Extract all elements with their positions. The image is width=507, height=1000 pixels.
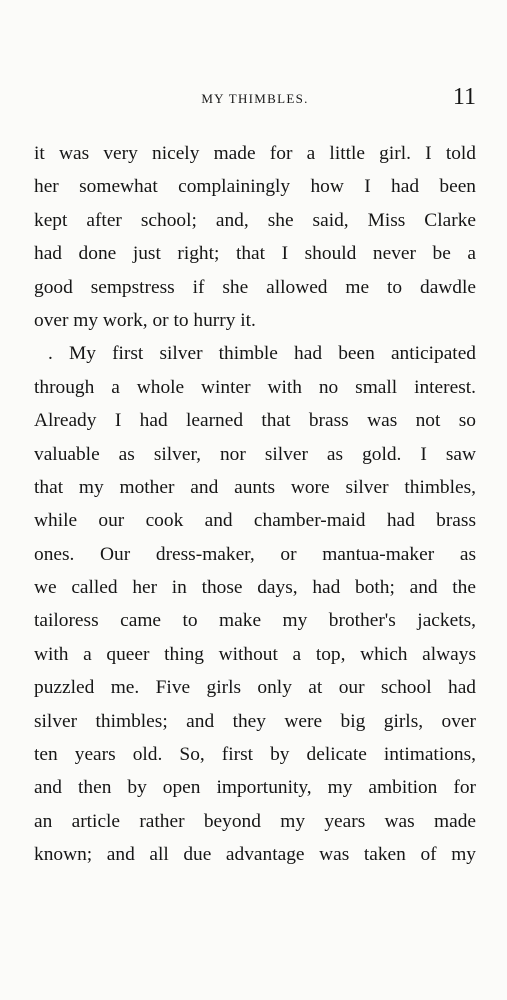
text-line: with a queer thing without a top, which always bbox=[34, 643, 476, 665]
text-line: kept after school; and, she said, Miss Clarke bbox=[34, 209, 476, 231]
text-line: . My first silver thimble had been anticipated bbox=[48, 343, 476, 365]
text-line: silver thimbles; and they were big girls, over bbox=[34, 710, 476, 732]
text-line: over my work, or to hurry it. bbox=[34, 309, 256, 331]
text-line: good sempstress if she allowed me to dawdle bbox=[34, 276, 476, 298]
text-line: through a whole winter with no small interest. bbox=[34, 376, 476, 398]
text-line: ones. Our dress-maker, or mantua-maker as bbox=[34, 543, 476, 565]
page-number: 11 bbox=[452, 84, 476, 110]
body-text bbox=[34, 137, 476, 872]
text-line: had done just right; that I should never be a bbox=[34, 243, 476, 265]
text-line: her somewhat complainingly how I had been bbox=[34, 176, 476, 198]
running-header bbox=[34, 83, 476, 113]
text-line: while our cook and chamber-maid had brass bbox=[34, 510, 476, 532]
text-line: ten years old. So, first by delicate intimations, bbox=[34, 744, 476, 766]
text-line: puzzled me. Five girls only at our school had bbox=[34, 677, 476, 699]
text-line: known; and all due advantage was taken of my bbox=[34, 844, 476, 866]
text-line: it was very nicely made for a little girl. I told bbox=[34, 143, 476, 164]
running-title: MY THIMBLES. bbox=[201, 91, 309, 106]
text-line: an article rather beyond my years was made bbox=[34, 810, 476, 832]
text-line: and then by open importunity, my ambition for bbox=[34, 777, 476, 799]
text-line: valuable as silver, nor silver as gold. I saw bbox=[34, 443, 476, 465]
text-line: that my mother and aunts wore silver thimbles, bbox=[34, 476, 476, 498]
text-line: we called her in those days, had both; and the bbox=[34, 577, 476, 599]
text-line: Already I had learned that brass was not so bbox=[34, 410, 476, 432]
text-line: tailoress came to make my brother's jackets, bbox=[34, 610, 476, 632]
